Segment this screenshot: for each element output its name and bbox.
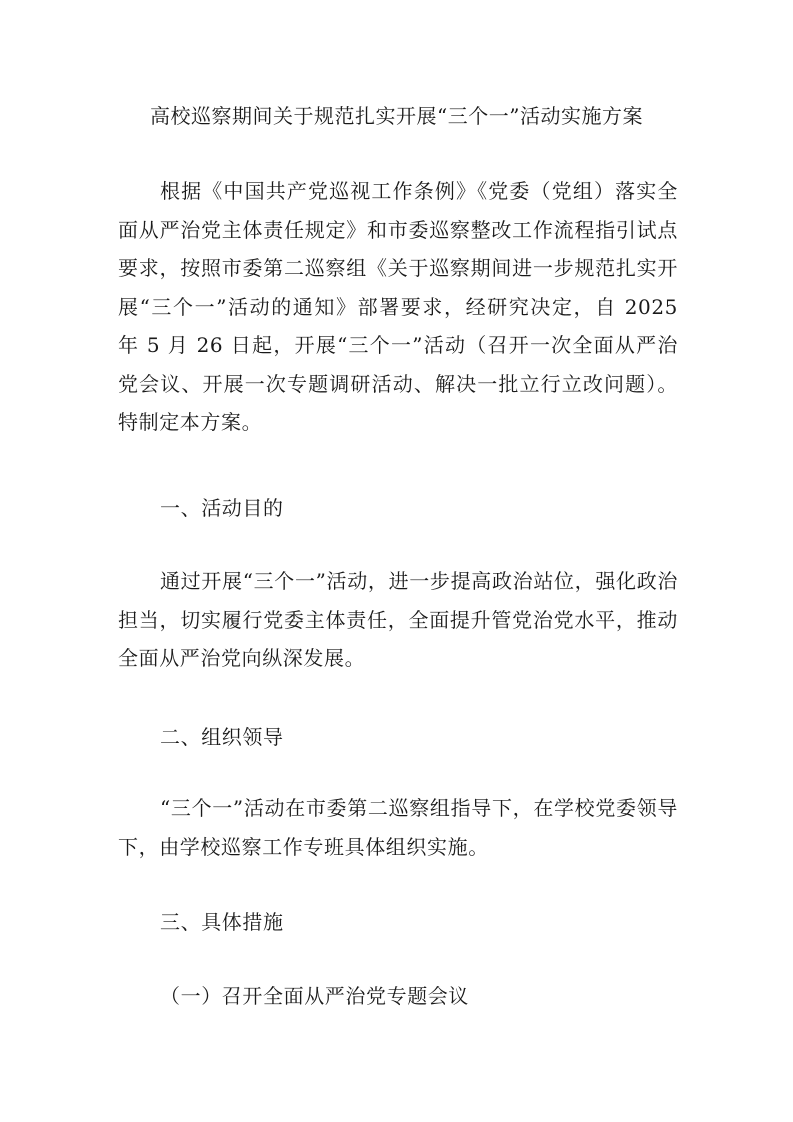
section-heading-measures: 三、具体措施 [160,910,284,934]
section-heading-purpose: 一、活动目的 [160,496,284,520]
section-heading-organization: 二、组织领导 [160,725,284,749]
section-body-purpose: 通过开展“三个一”活动，进一步提高政治站位，强化政治担当，切实履行党委主体责任，全面提升管党治党水平，推动全面从严治党向纵深发展。 [118,569,678,670]
intro-paragraph: 根据《中国共产党巡视工作条例》《党委（党组）落实全面从严治党主体责任规定》和市委巡察整改工作流程指引试点要求，按照市委第二巡察组《关于巡察期间进一步规范扎实开展“三个一”活动的通知》部署要求，经研究决定，自 2025 年 5 月 26 日起，开展“三个一”活动（召开一次全面从严治党会议、开展一次专题调研活动、解决一批立行立改问题）。特制定本方案。 [118,179,678,434]
subsection-heading-meeting: （一）召开全面从严治党专题会议 [160,984,469,1008]
document-title: 高校巡察期间关于规范扎实开展“三个一”活动实施方案 [150,104,643,128]
section-body-organization: “三个一”活动在市委第二巡察组指导下，在学校党委领导下，由学校巡察工作专班具体组织实施。 [118,796,678,859]
